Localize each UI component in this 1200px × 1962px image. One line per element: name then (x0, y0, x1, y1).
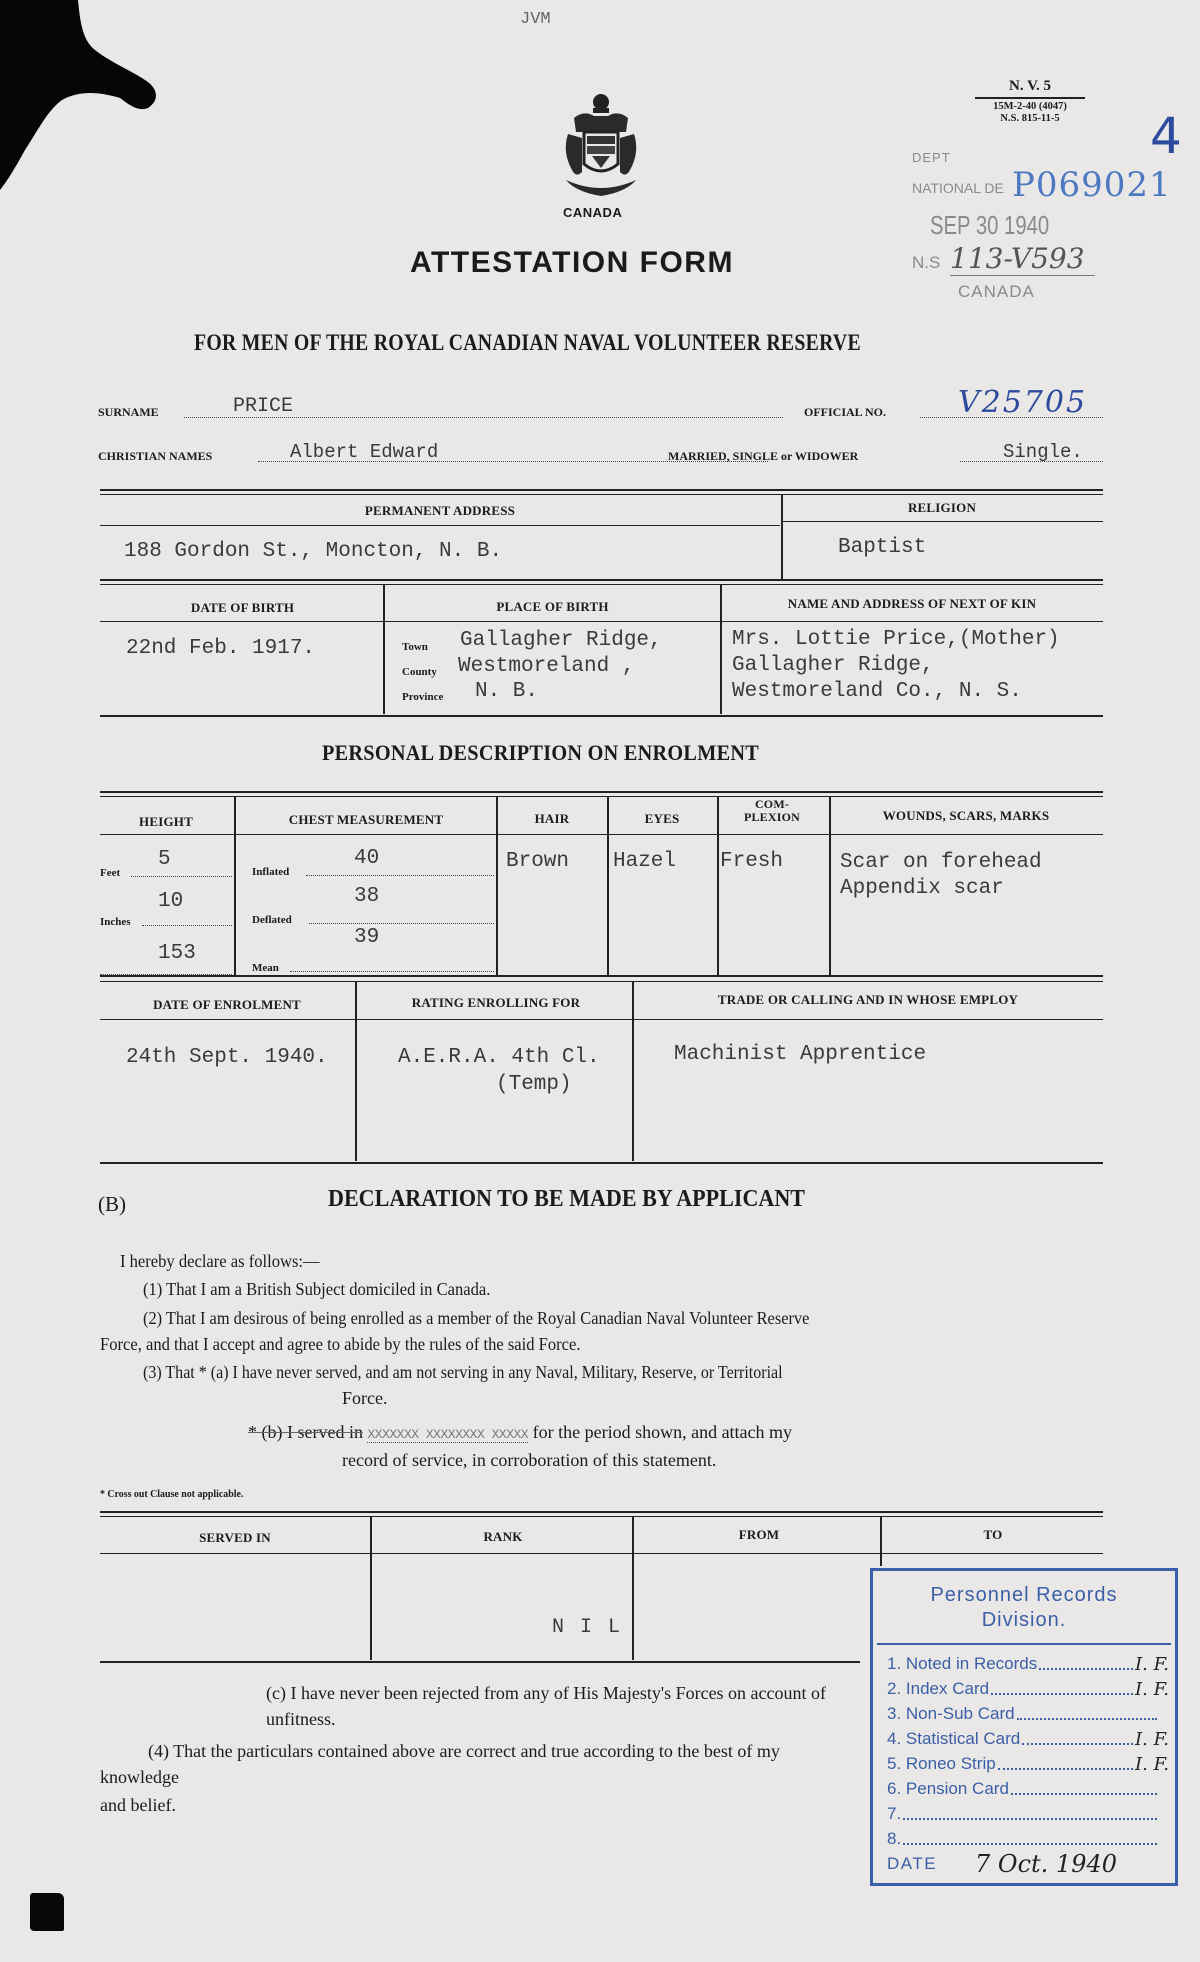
clause-3a-line-2: Force. (342, 1388, 388, 1408)
marital-status-label: MARRIED, SINGLE or WIDOWER (668, 449, 859, 463)
from-header: FROM (738, 1527, 780, 1542)
clause-2-line-2: Force, and that I accept and agree to abide by the rules of the said Force. (100, 1334, 581, 1354)
clause-2-line-1: (2) That I am desirous of being enrolled as a member of the Royal Canadian Naval Volunteer Reserve (143, 1308, 810, 1328)
surname-label: SURNAME (98, 405, 159, 419)
stamp-item (887, 1826, 1169, 1851)
feet-value[interactable]: 5 (158, 848, 171, 871)
section-letter: (B) (98, 1192, 126, 1216)
inflated-label: Inflated (252, 866, 290, 878)
surname-row (98, 385, 1103, 422)
stamp-item (887, 1726, 1169, 1751)
weight-value[interactable]: 153 (158, 942, 196, 965)
handwritten-page-number: 4 (1150, 107, 1182, 165)
country-label: CANADA (563, 205, 623, 220)
stamp-item-initials: I. F. (1135, 1654, 1169, 1675)
stamp-item (887, 1676, 1169, 1701)
clause-c: (c) I have never been rejected from any of His Majesty's Forces on account of unfitness. (266, 1683, 827, 1729)
stamp-item (887, 1651, 1169, 1676)
complexion-value[interactable]: Fresh (720, 850, 784, 873)
marks-value[interactable] (840, 850, 1042, 902)
stamp-item-label: 1. Noted in Records (887, 1654, 1038, 1673)
torn-corner-damage (0, 0, 170, 200)
clause-4-line-2: and belief. (100, 1795, 176, 1815)
pob-header: PLACE OF BIRTH (496, 599, 609, 614)
mean-label: Mean (252, 962, 279, 974)
next-of-kin-value[interactable] (732, 627, 1060, 705)
stamp-title (873, 1583, 1175, 1633)
hair-value[interactable]: Brown (506, 850, 570, 873)
trade-value[interactable]: Machinist Apprentice (674, 1043, 927, 1066)
marital-status-value[interactable]: Single. (1003, 441, 1083, 463)
stamp-ns-value: 113-V593 (950, 243, 1095, 276)
clause-3b-start: * (b) I served in (248, 1422, 363, 1442)
eyes-value[interactable]: Hazel (613, 850, 677, 873)
service-nil-value[interactable]: N I L (552, 1616, 623, 1639)
stamp-item-initials: I. F. (1135, 1679, 1169, 1700)
print-code: 15M-2-40 (4047) (993, 101, 1067, 112)
form-code-block (975, 78, 1085, 125)
stamp-items (873, 1645, 1175, 1851)
official-no-label: OFFICIAL NO. (804, 405, 887, 419)
complexion-header: COM- PLEXION (743, 797, 801, 824)
rating-note[interactable]: (Temp) (496, 1073, 572, 1096)
file-mark: JVM (520, 10, 551, 29)
clause-1: (1) That I am a British Subject domiciled in Canada. (143, 1279, 491, 1299)
enrolment-date-header: DATE OF ENROLMENT (153, 997, 301, 1012)
stamp-ns-label: N.S (912, 253, 941, 272)
declaration-intro: I hereby declare as follows:— (120, 1251, 320, 1271)
stamp-item (887, 1801, 1169, 1826)
stamp-item (887, 1776, 1169, 1801)
stamp-serial-number: P069021 (1012, 165, 1172, 205)
rating-value[interactable]: A.E.R.A. 4th Cl. (398, 1046, 600, 1069)
stamp-item-initials: I. F. (1135, 1729, 1169, 1750)
trade-header: TRADE OR CALLING AND IN WHOSE EMPLOY (717, 992, 1019, 1007)
punch-hole (30, 1893, 64, 1931)
declaration-title: DECLARATION TO BE MADE BY APPLICANT (328, 1186, 806, 1212)
stamp-national-line: NATIONAL DE (912, 180, 1004, 196)
clause-3b-line-2: record of service, in corroboration of this statement. (342, 1450, 717, 1470)
stamp-item-initials: I. F. (1135, 1754, 1169, 1775)
stamp-title-line-2: Division. (981, 1609, 1067, 1631)
stamp-item-label: 2. Index Card (887, 1679, 990, 1698)
address-header: PERMANENT ADDRESS (364, 503, 516, 518)
address-value[interactable]: 188 Gordon St., Moncton, N. B. (124, 540, 503, 563)
official-no-value[interactable]: V25705 (958, 385, 1088, 420)
stamp-item (887, 1751, 1169, 1776)
stamp-item-label: 5. Roneo Strip (887, 1754, 996, 1773)
kin-line: Mrs. Lottie Price,(Mother) (732, 628, 1060, 651)
mean-value[interactable]: 39 (354, 926, 380, 949)
religion-value[interactable]: Baptist (838, 536, 927, 559)
served-in-header: SERVED IN (199, 1530, 271, 1545)
rating-header: RATING ENROLLING FOR (411, 995, 581, 1010)
rank-header: RANK (483, 1529, 523, 1544)
canada-coat-of-arms-icon (556, 92, 646, 200)
height-header: HEIGHT (139, 814, 193, 829)
marks-line: Scar on forehead (840, 851, 1042, 874)
inches-value[interactable]: 10 (158, 890, 184, 913)
stamp-item-label: 8. (887, 1829, 902, 1848)
personal-description-title: PERSONAL DESCRIPTION ON ENROLMENT (322, 740, 760, 765)
dob-header: DATE OF BIRTH (190, 600, 295, 615)
christian-names-value[interactable]: Albert Edward (290, 441, 439, 463)
clause-4-line-1: (4) That the particulars contained above are correct and true according to the best of my knowledge (100, 1741, 780, 1787)
stamp-item (887, 1701, 1169, 1726)
province-value[interactable]: N. B. (475, 680, 539, 703)
personnel-records-stamp (870, 1568, 1178, 1886)
stamp-title-line-1: Personnel Records (930, 1584, 1118, 1606)
clause-3b-line-1[interactable] (248, 1419, 792, 1448)
inflated-value[interactable]: 40 (354, 847, 380, 870)
form-code: N. V. 5 (975, 78, 1085, 99)
christian-names-label: CHRISTIAN NAMES (98, 449, 213, 463)
christian-names-row (98, 440, 1103, 466)
inches-label: Inches (100, 916, 131, 928)
marks-line: Appendix scar (840, 877, 1004, 900)
stamp-item-label: 7. (887, 1804, 902, 1823)
kin-line: Gallagher Ridge, (732, 654, 934, 677)
chest-header: CHEST MEASUREMENT (288, 812, 444, 827)
enrolment-date-value[interactable]: 24th Sept. 1940. (126, 1046, 328, 1069)
kin-line: Westmoreland Co., N. S. (732, 680, 1022, 703)
footnote: * Cross out Clause not applicable. (100, 1488, 244, 1500)
to-header: TO (983, 1527, 1003, 1542)
stamp-item-label: 4. Statistical Card (887, 1729, 1021, 1748)
town-label: Town (402, 641, 428, 653)
ns-code: N.S. 815-11-5 (1000, 113, 1060, 124)
stamp-item-label: 6. Pension Card (887, 1779, 1009, 1798)
stamp-date-label: DATE (887, 1854, 938, 1873)
stamp-item-label: 3. Non-Sub Card (887, 1704, 1015, 1723)
marks-header: WOUNDS, SCARS, MARKS (882, 808, 1050, 823)
town-value[interactable]: Gallagher Ridge, (460, 629, 662, 652)
clause-3b-end: for the period shown, and attach my (532, 1422, 793, 1442)
stamp-date-value[interactable]: 7 Oct. 1940 (975, 1850, 1117, 1878)
page-title: ATTESTATION FORM (410, 246, 734, 279)
clause-3b-crossout: XXXXXXX XXXXXXXX XXXXX (367, 1427, 529, 1442)
stamp-date: SEP 30 1940 (930, 210, 1050, 240)
province-label: Province (402, 691, 444, 703)
hair-header: HAIR (534, 811, 570, 826)
surname-value[interactable]: PRICE (233, 395, 294, 418)
deflated-value[interactable]: 38 (354, 885, 380, 908)
county-label: County (402, 666, 437, 678)
religion-header: RELIGION (907, 500, 977, 515)
stamp-dept-line: DEPT (912, 150, 951, 165)
kin-header: NAME AND ADDRESS OF NEXT OF KIN (787, 596, 1037, 611)
county-value[interactable]: Westmoreland , (458, 655, 635, 678)
stamp-country: CANADA (958, 282, 1035, 301)
eyes-header: EYES (644, 811, 680, 826)
feet-label: Feet (100, 867, 121, 879)
dob-value[interactable]: 22nd Feb. 1917. (126, 637, 316, 660)
form-subtitle: FOR MEN OF THE ROYAL CANADIAN NAVAL VOLUNTEER RESERVE (194, 330, 861, 355)
clause-3a-line-1[interactable]: (3) That * (a) I have never served, and am not serving in any Naval, Military, Reserve, or Territorial (143, 1362, 783, 1382)
deflated-label: Deflated (252, 914, 292, 926)
